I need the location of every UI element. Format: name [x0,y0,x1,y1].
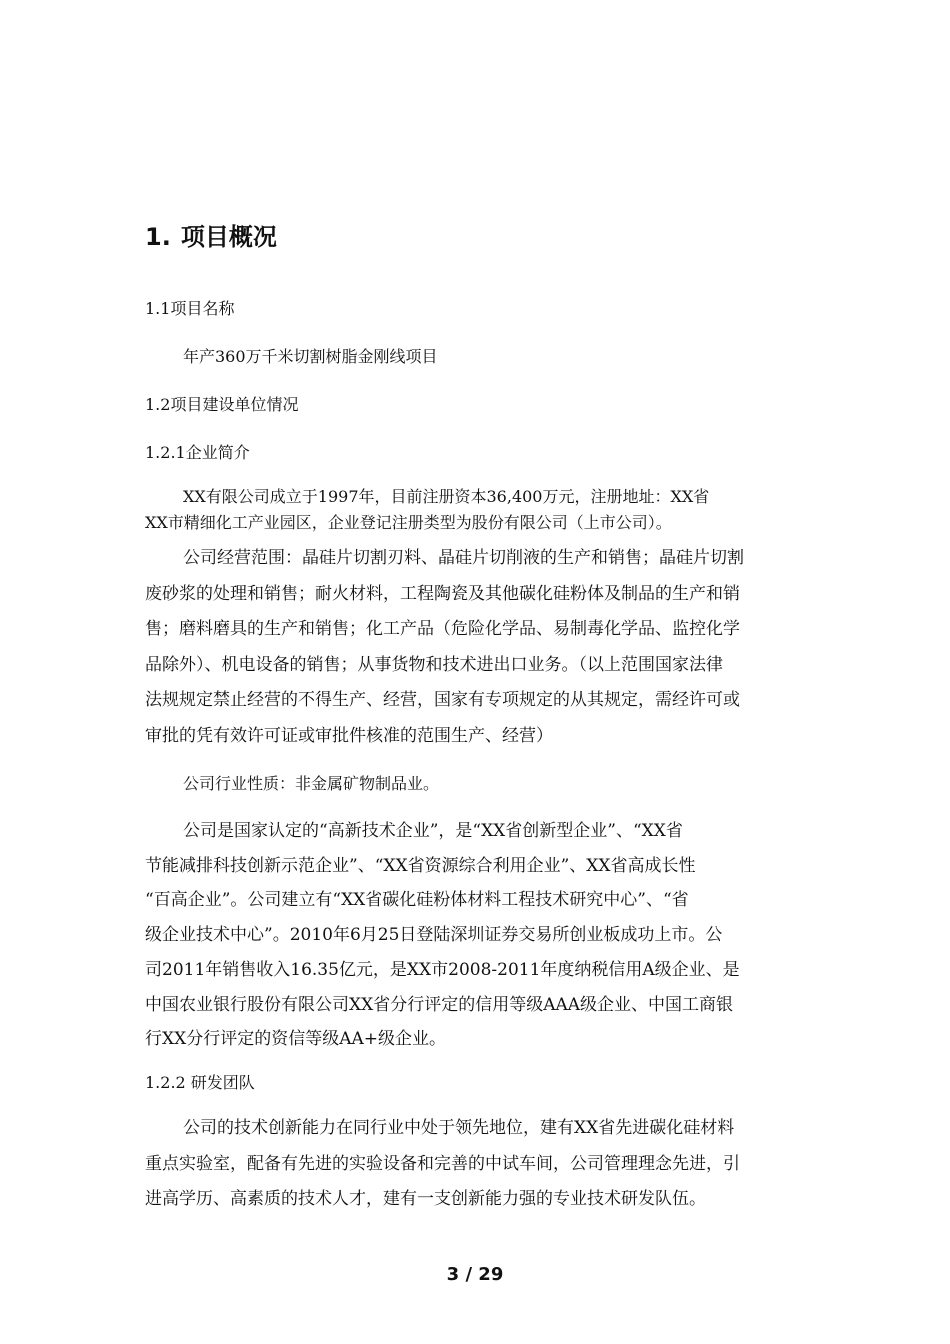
paragraph-line: 品除外）、机电设备的销售；从事货物和技术进出口业务。（以上范围国家法律 [145,654,723,675]
paragraph-line: “百高企业”。公司建立有“XX省碳化硅粉体材料工程技术研究中心”、“省 [145,890,689,911]
paragraph-line: 法规规定禁止经营的不得生产、经营，国家有专项规定的从其规定，需经许可或 [145,690,740,710]
rnd-paragraph [145,1111,817,1218]
company-intro-paragraph [145,484,817,536]
paragraph-line: 审批的凭有效许可证或审批件核准的范围生产、经营） [145,725,553,746]
paragraph-line: 行XX分行评定的资信等级AA+级企业。 [145,1029,447,1050]
paragraph-line: 公司经营范围：晶硅片切割刃料、晶硅片切削液的生产和销售；晶硅片切割 [183,548,744,568]
paragraph-line: XX市精细化工产业园区，企业登记注册类型为股份有限公司（上市公司）。 [145,513,672,532]
industry-paragraph [145,770,817,798]
section-heading-1-2: 1.2项目建设单位情况 [145,395,299,414]
page-number: 3 / 29 [446,1264,504,1285]
chapter-heading [145,220,277,254]
paragraph-line: 公司行业性质：非金属矿物制品业。 [183,774,440,793]
chapter-number: 1. [145,223,171,251]
section-heading-1-2-2: 1.2.2 研发团队 [145,1073,255,1092]
paragraph-line: 节能减排科技创新示范企业”、“XX省资源综合利用企业”、XX省高成长性 [145,855,696,876]
honors-paragraph [145,814,817,1057]
paragraph-line: 级企业技术中心”。2010年6月25日登陆深圳证券交易所创业板成功上市。公 [145,925,723,946]
paragraph-line: XX有限公司成立于1997年，目前注册资本36,400万元，注册地址：XX省 [183,487,710,506]
business-scope-paragraph [145,541,817,754]
paragraph-line: 进高学历、高素质的技术人才，建有一支创新能力强的专业技术研发队伍。 [145,1189,706,1209]
paragraph-line: 司2011年销售收入16.35亿元，是XX市2008-2011年度纳税信用A级企业、是 [145,959,740,980]
section-heading-1-1: 1.1项目名称 [145,299,235,318]
paragraph-line: 废砂浆的处理和销售；耐火材料，工程陶瓷及其他碳化硅粉体及制品的生产和销 [145,583,740,604]
paragraph-line: 公司的技术创新能力在同行业中处于领先地位，建有XX省先进碳化硅材料 [183,1118,735,1138]
paragraph-line: 公司是国家认定的“高新技术企业”，是“XX省创新型企业”、“XX省 [183,821,683,841]
section-heading-1-2-1: 1.2.1企业简介 [145,443,250,462]
project-name: 年产360万千米切割树脂金刚线项目 [183,347,438,366]
chapter-title: 项目概况 [180,222,277,251]
paragraph-line: 售；磨料磨具的生产和销售；化工产品（危险化学品、易制毒化学品、监控化学 [145,619,740,639]
paragraph-line: 中国农业银行股份有限公司XX省分行评定的信用等级AAA级企业、中国工商银 [145,994,734,1015]
paragraph-line: 重点实验室，配备有先进的实验设备和完善的中试车间，公司管理理念先进，引 [145,1153,740,1174]
